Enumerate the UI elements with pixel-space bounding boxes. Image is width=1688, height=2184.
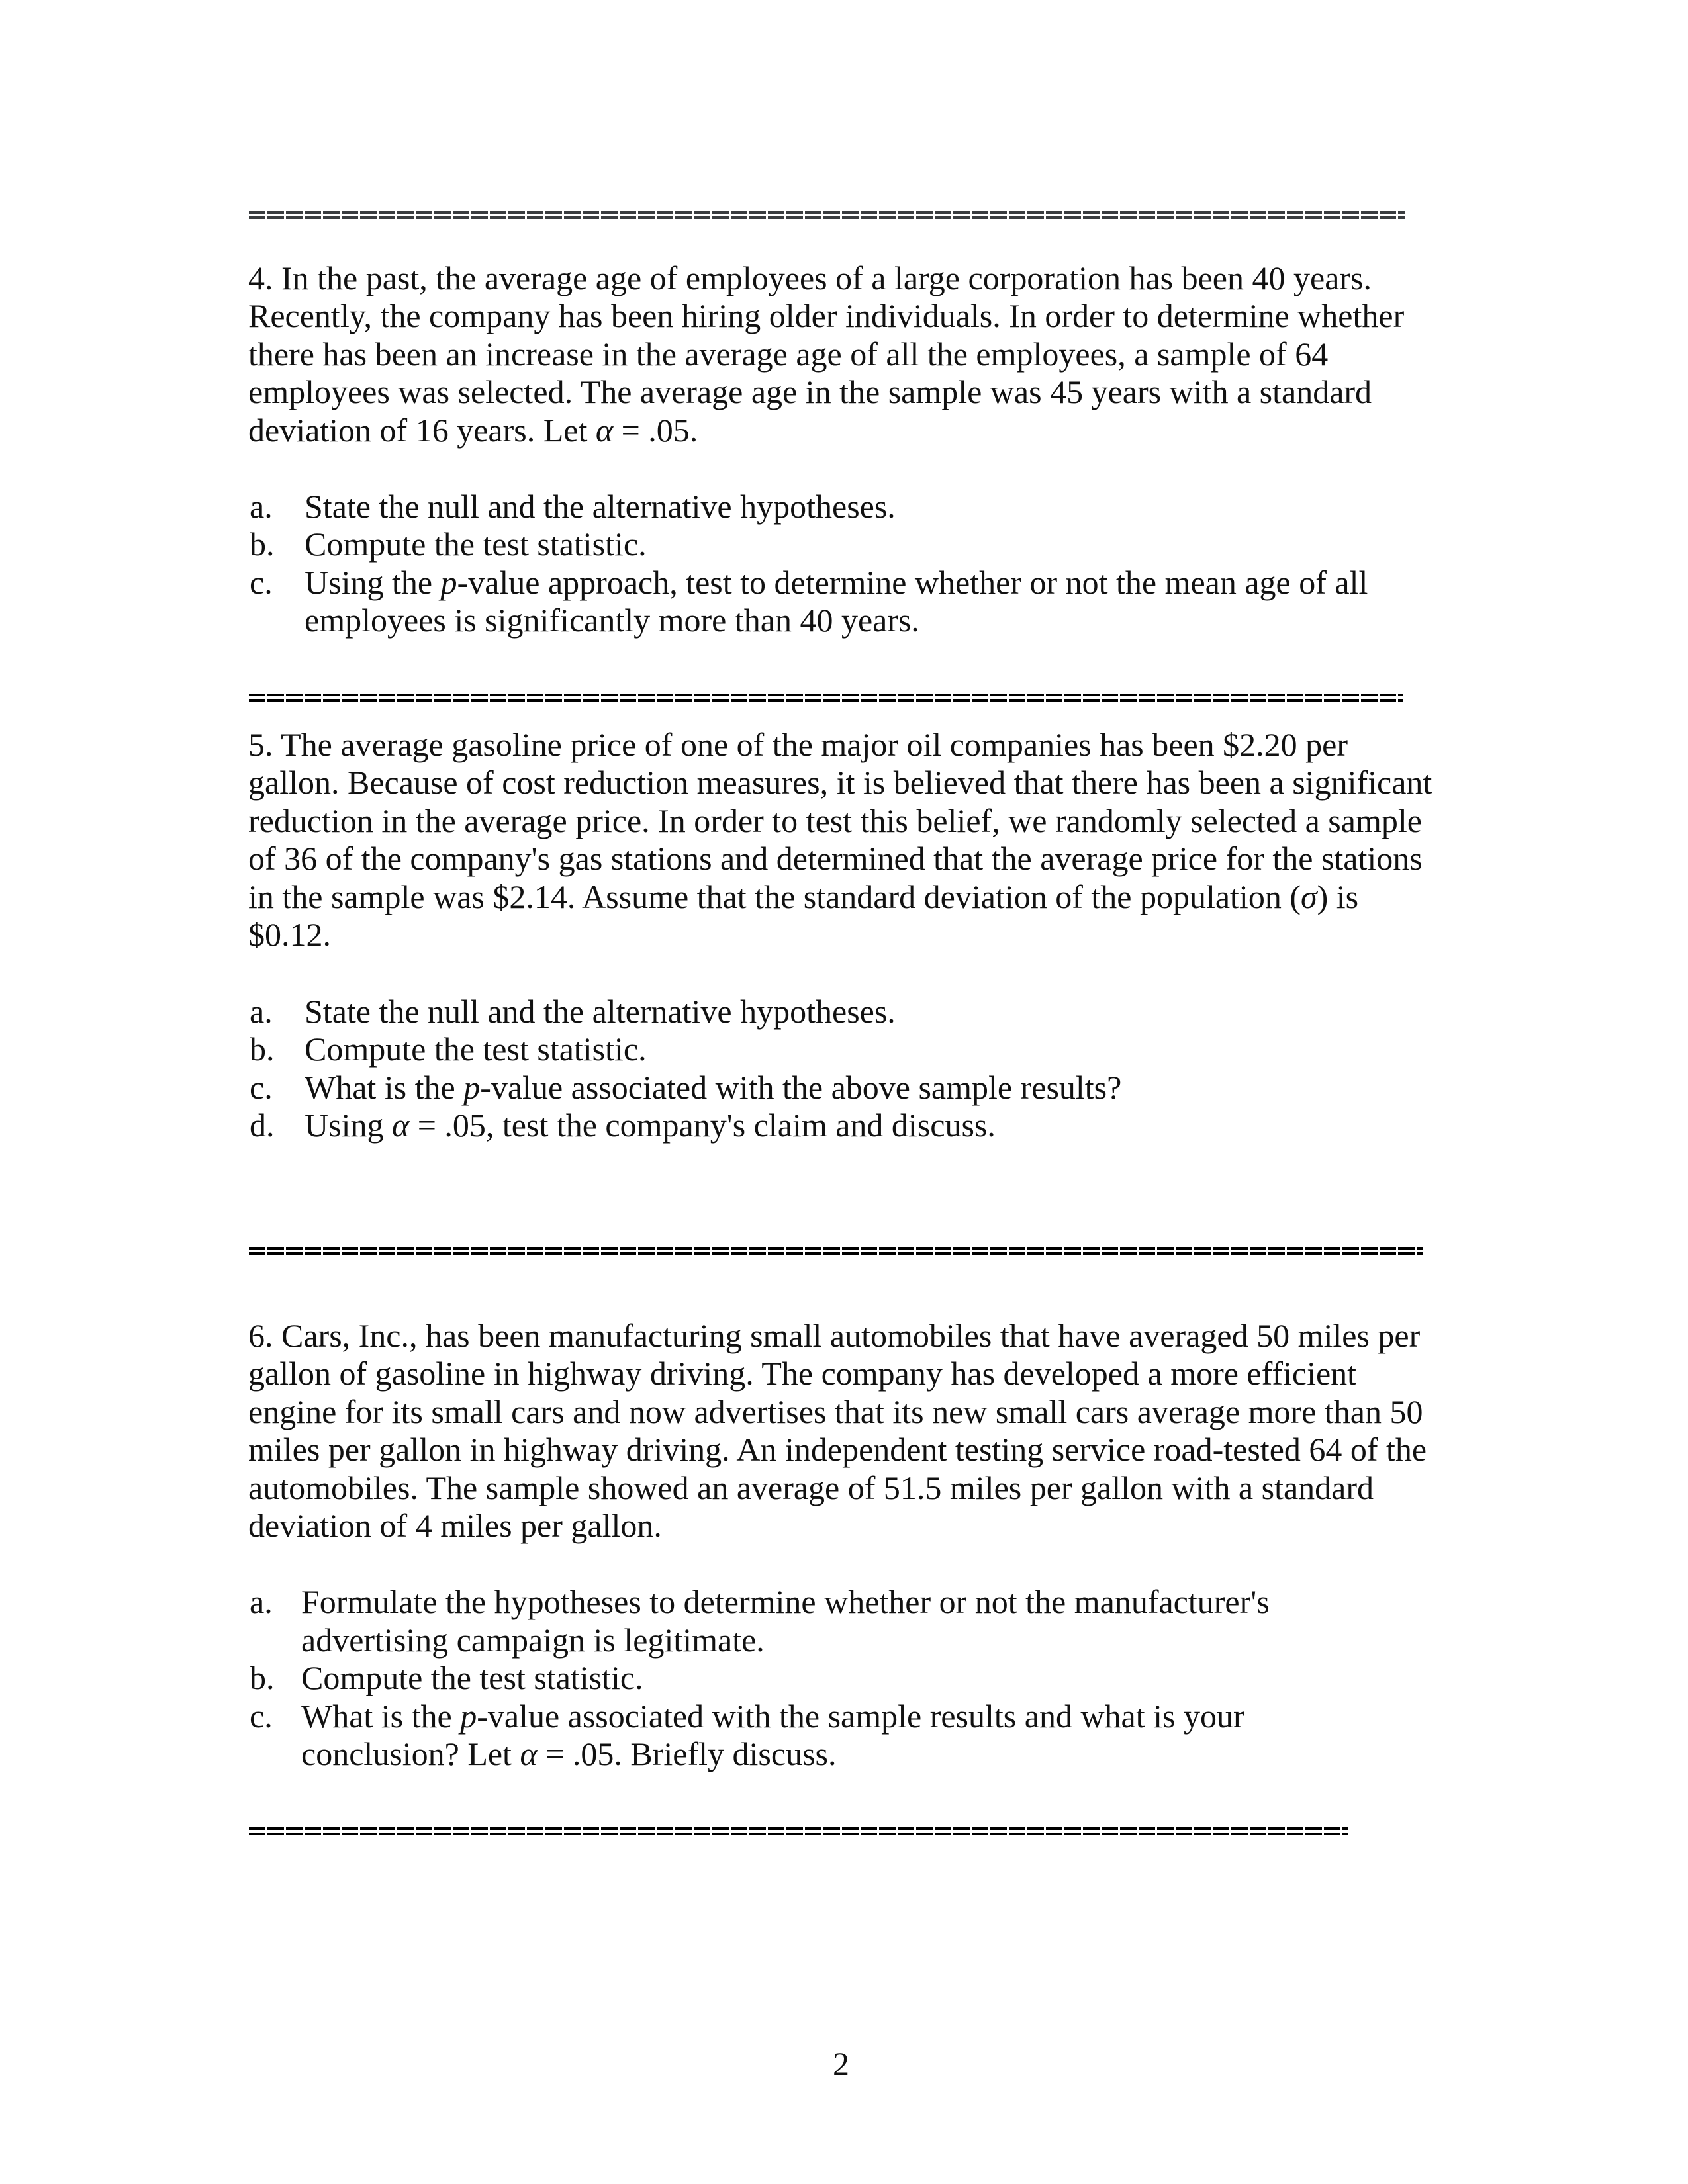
math-symbol: p [463, 1069, 481, 1106]
part-text: conclusion? Let α = .05. Briefly discuss. [301, 1735, 837, 1772]
part-text: advertising campaign is legitimate. [301, 1621, 765, 1659]
question-6-line: deviation of 4 miles per gallon. [248, 1507, 662, 1544]
part-text: What is the p-value associated with the above sample results? [305, 1069, 1122, 1106]
question-5-line: of 36 of the company's gas stations and determined that the average price for the stations [248, 840, 1423, 877]
part-text: Using the p-value approach, test to determine whether or not the mean age of all [305, 564, 1368, 601]
question-6-line: engine for its small cars and now advertises that its new small cars average more than 50 [248, 1393, 1423, 1430]
separator-rule [249, 1827, 1348, 1838]
part-text: State the null and the alternative hypotheses. [305, 488, 896, 525]
part-letter: a. [250, 1583, 273, 1620]
question-6-line: automobiles. The sample showed an average of 51.5 miles per gallon with a standard [248, 1469, 1374, 1506]
part-letter: c. [250, 1069, 273, 1106]
question-5-line: in the sample was $2.14. Assume that the standard deviation of the population (σ) is [248, 878, 1359, 915]
part-letter: c. [250, 1698, 273, 1735]
part-text: State the null and the alternative hypotheses. [305, 993, 896, 1030]
part-text: Compute the test statistic. [305, 525, 647, 563]
math-symbol: σ [1300, 878, 1317, 915]
question-4-line: 4. In the past, the average age of employees of a large corporation has been 40 years. [248, 259, 1372, 296]
question-4-line: deviation of 16 years. Let α = .05. [248, 412, 698, 449]
question-5-line: reduction in the average price. In order to test this belief, we randomly selected a sample [248, 802, 1422, 839]
question-5-line: $0.12. [248, 916, 331, 953]
question-6-line: gallon of gasoline in highway driving. The company has developed a more efficient [248, 1355, 1357, 1392]
question-4-line: employees was selected. The average age in the sample was 45 years with a standard [248, 373, 1372, 410]
part-text: What is the p-value associated with the sample results and what is your [301, 1698, 1244, 1735]
part-text: Compute the test statistic. [301, 1659, 643, 1696]
part-letter: b. [250, 1030, 275, 1068]
part-letter: b. [250, 1659, 275, 1696]
part-letter: c. [250, 564, 273, 601]
part-text: Using α = .05, test the company's claim and discuss. [305, 1107, 996, 1144]
part-letter: b. [250, 525, 275, 563]
math-symbol: p [460, 1698, 477, 1735]
separator-rule [249, 211, 1405, 222]
question-4-line: there has been an increase in the average age of all the employees, a sample of 64 [248, 336, 1329, 373]
question-4-line: Recently, the company has been hiring older individuals. In order to determine whether [248, 297, 1405, 334]
separator-rule [249, 694, 1403, 704]
part-text: Formulate the hypotheses to determine whether or not the manufacturer's [301, 1583, 1270, 1620]
part-letter: a. [250, 993, 273, 1030]
math-symbol: p [440, 564, 457, 601]
part-text: Compute the test statistic. [305, 1030, 647, 1068]
question-5-line: gallon. Because of cost reduction measures, it is believed that there has been a significant [248, 764, 1432, 801]
question-6-line: miles per gallon in highway driving. An independent testing service road-tested 64 of the [248, 1431, 1427, 1468]
part-letter: a. [250, 488, 273, 525]
math-symbol: α [595, 412, 614, 449]
page-number: 2 [833, 2045, 849, 2082]
part-text: employees is significantly more than 40 years. [305, 602, 919, 639]
separator-rule [249, 1247, 1423, 1257]
part-letter: d. [250, 1107, 275, 1144]
math-symbol: α [520, 1735, 538, 1772]
math-symbol: α [391, 1107, 410, 1144]
question-5-line: 5. The average gasoline price of one of the major oil companies has been $2.20 per [248, 726, 1348, 763]
question-6-line: 6. Cars, Inc., has been manufacturing small automobiles that have averaged 50 miles per [248, 1317, 1421, 1354]
